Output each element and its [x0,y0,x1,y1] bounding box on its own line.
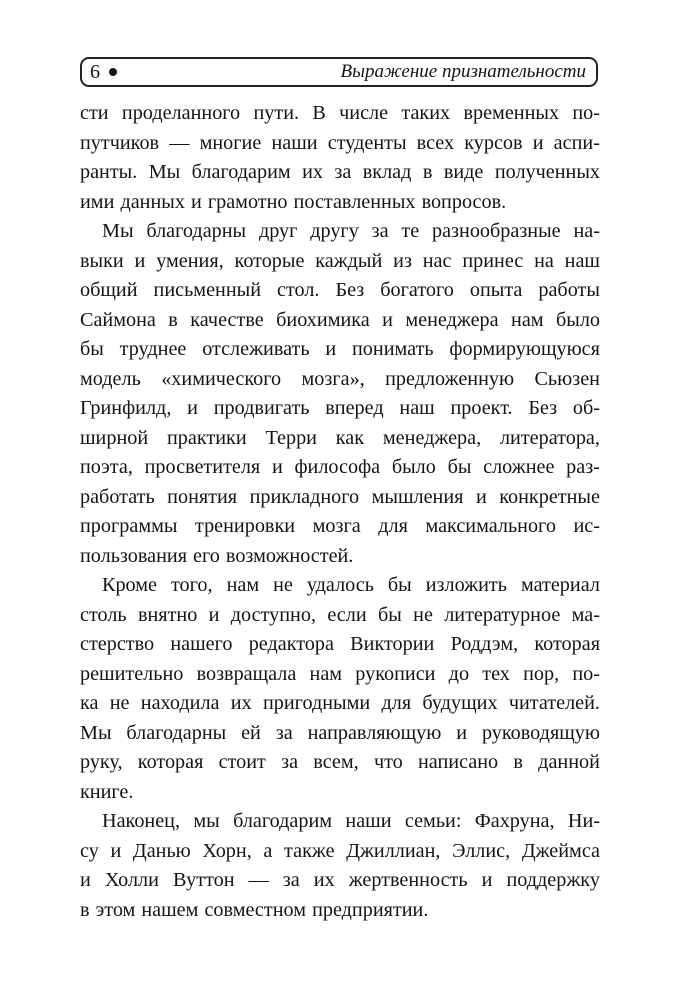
text-line: Мы благодарны ей за направляющую и руководящую [80,721,600,744]
text-line: Мы благодарны друг другу за те разнообразные на- [102,220,600,242]
text-line: Наконец, мы благодарим наши семьи: Фахруна, Ни- [102,810,600,832]
text-line: работать понятия прикладного мышления и конкретные [80,485,600,508]
text-line: Кроме того, нам не удалось бы изложить материал [102,574,600,596]
paragraph [80,217,600,571]
paragraph [80,807,600,925]
paragraph [80,99,600,217]
text-line: модель «химического мозга», предложенную Сьюзен [80,367,600,390]
text-line: сти проделанного пути. В числе таких временных по- [80,102,600,124]
text-line: решительно возвращала нам рукописи до тех пор, по- [80,662,600,685]
body-text [80,99,600,925]
text-line: Саймона в качестве биохимика и менеджера нам было [80,308,600,331]
text-line: ширной практики Терри как менеджера, литератора, [80,426,600,449]
paragraph [80,571,600,807]
running-title: Выражение признательности [340,61,586,82]
page-number: 6 [90,61,100,83]
text-line: путчиков — многие наши студенты всех курсов и аспи- [80,131,600,154]
text-line: Гринфилд, и продвигать вперед наш проект. Без об- [80,397,600,419]
text-line: выки и умения, которые каждый из нас принес на наш [80,249,600,272]
running-header [80,57,598,87]
text-line: пользования его возможностей. [80,544,354,567]
text-line: программы тренировки мозга для максимального ис- [80,515,600,537]
text-line: руку, которая стоит за всем, что написано в данной [80,751,600,773]
text-line: ка не находила их пригодными для будущих читателей. [80,692,600,714]
text-line: поэта, просветителя и философа было бы сложнее раз- [80,456,600,478]
text-line: книге. [80,780,134,803]
bullet-icon [109,68,117,76]
text-line: ранты. Мы благодарим их за вклад в виде полученных [80,161,600,183]
text-line: су и Данью Хорн, а также Джиллиан, Эллис, Джеймса [80,839,600,862]
text-line: и Холли Вуттон — за их жертвенность и поддержку [80,869,600,891]
text-line: ими данных и грамотно поставленных вопросов. [80,190,507,213]
text-line: общий письменный стол. Без богатого опыта работы [80,279,600,301]
text-line: стерство нашего редактора Виктории Роддэм, которая [80,633,600,655]
text-line: бы труднее отслеживать и понимать формирующуюся [80,338,600,360]
header-left [90,59,117,85]
text-line: столь внятно и доступно, если бы не литературное ма- [80,603,600,626]
text-line: в этом нашем совместном предприятии. [80,898,429,921]
